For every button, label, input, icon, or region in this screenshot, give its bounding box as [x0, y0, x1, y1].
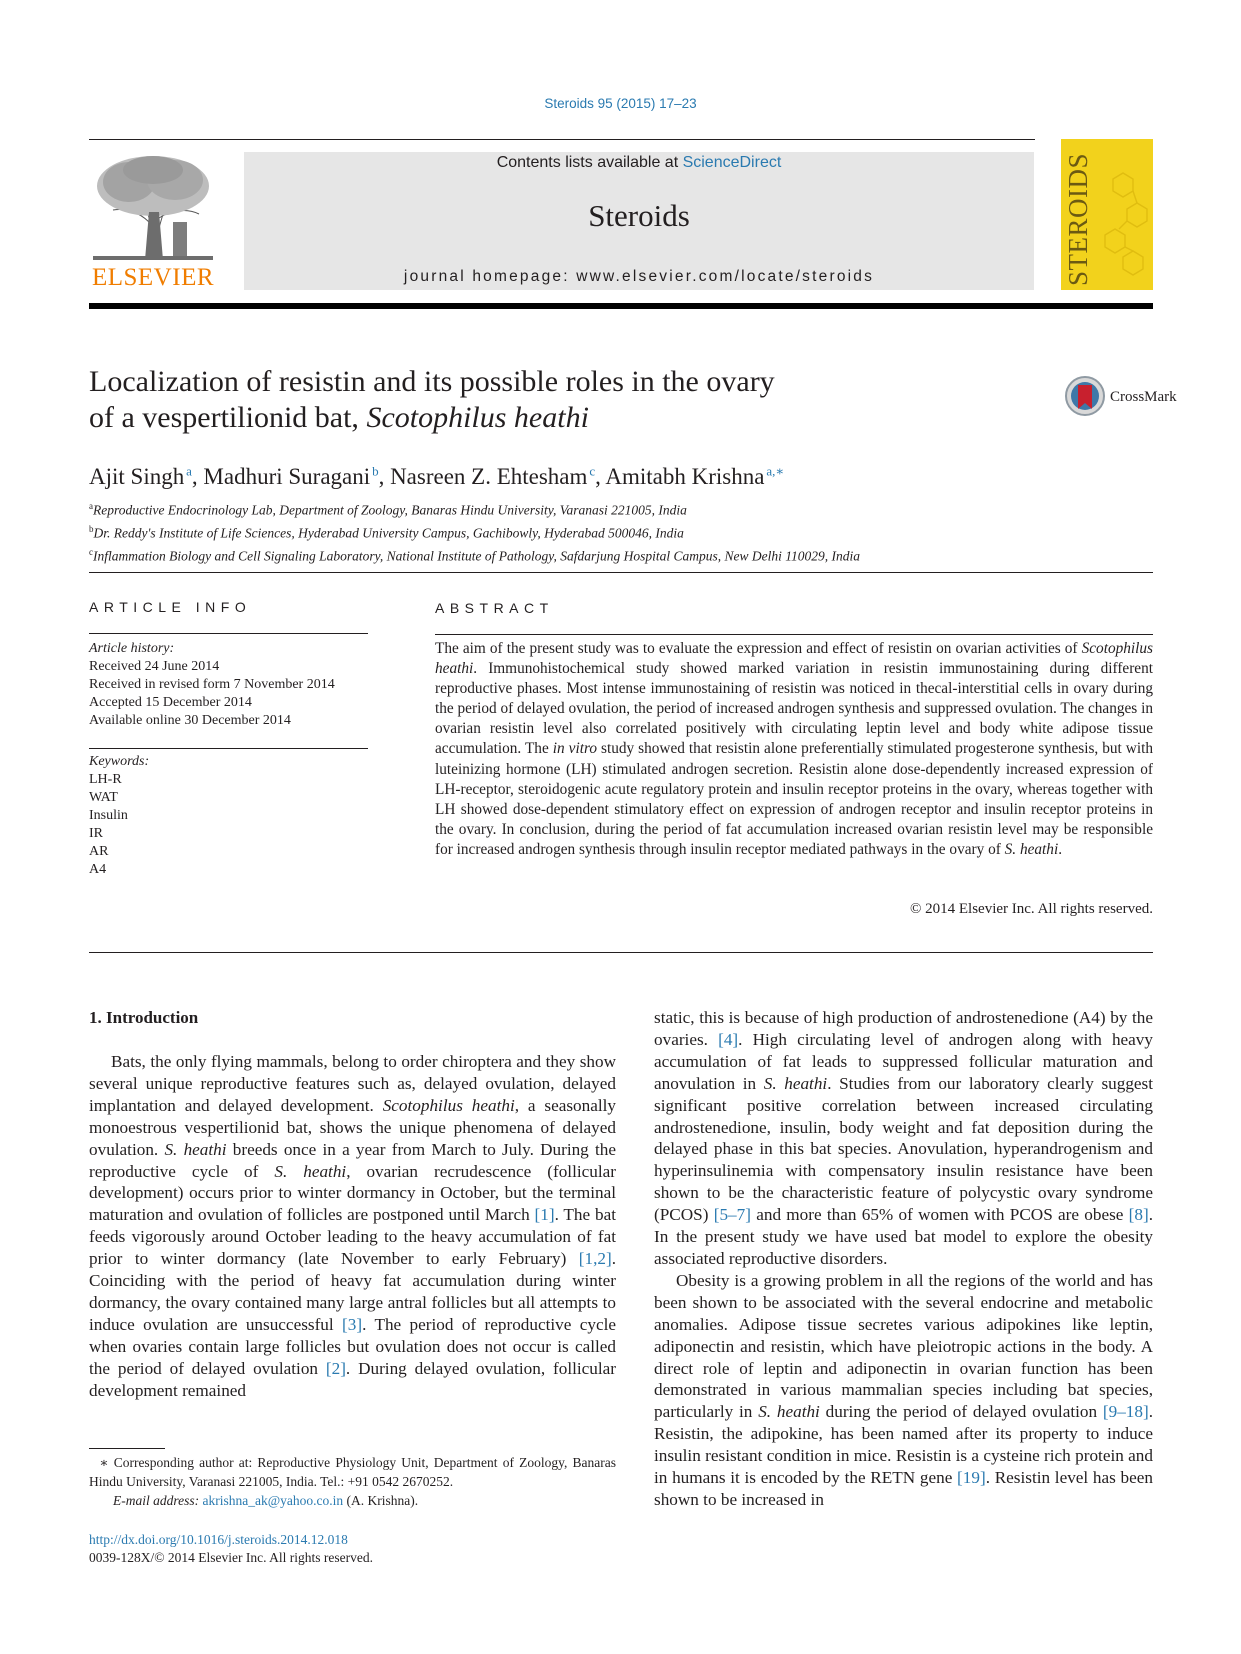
journal-cover	[1061, 139, 1153, 290]
divider	[89, 572, 1153, 573]
affiliation: $^a$Reproductive Endocrinology Lab, Department of Zoology, Banaras Hindu University, Varanasi 221005, India	[89, 501, 687, 518]
title-prefix: of a vespertilionid bat,	[89, 401, 367, 434]
citation-link[interactable]: [2]	[325, 1358, 346, 1378]
keyword: LH-R	[89, 772, 122, 787]
crossmark-label: CrossMark	[1110, 389, 1177, 405]
author: Ajit Singh $^a$,	[89, 463, 204, 489]
keyword: AR	[89, 844, 109, 859]
divider	[89, 633, 368, 634]
header-thick-rule	[89, 303, 1153, 309]
author-affiliation-link[interactable]: b	[372, 463, 379, 478]
article-title	[89, 364, 929, 436]
affiliation: $^b$Dr. Reddy's Institute of Life Sciences, Hyderabad University Campus, Gachibowly, Hyderabad 500046, India	[89, 524, 684, 541]
affiliations	[89, 497, 860, 566]
article-info-heading: ARTICLE INFO	[89, 599, 252, 615]
corresponding-author-footnote: ∗ Corresponding author at: Reproductive Physiology Unit, Department of Zoology, Banaras Hindu University, Varanasi 221005, India. Tel.: +91 0542 2670252. E-mail address: akrishna_ak@yahoo.co.in (A. Krishna).	[89, 1455, 616, 1508]
issn-line: 0039-128X/© 2014 Elsevier Inc. All rights reserved.	[89, 1550, 373, 1565]
crossmark-button[interactable]	[1064, 375, 1177, 417]
author-affiliation-link[interactable]: a	[186, 463, 192, 478]
abstract-copyright: © 2014 Elsevier Inc. All rights reserved.	[909, 901, 1153, 917]
cover-title: STEROIDS	[1063, 152, 1093, 286]
author-affiliation-link[interactable]: a,∗	[766, 463, 785, 478]
sciencedirect-link[interactable]: ScienceDirect	[682, 154, 782, 171]
keyword: Insulin	[89, 808, 128, 823]
author-list	[89, 456, 784, 492]
title-species: Scotophilus heathi	[366, 401, 589, 434]
author: Nasreen Z. Ehtesham $^c$,	[390, 463, 606, 489]
article-history	[89, 640, 335, 730]
journal-citation[interactable]: Steroids 95 (2015) 17–23	[544, 96, 697, 111]
divider	[89, 748, 368, 749]
author-affiliation-link[interactable]: c	[589, 463, 596, 478]
citation-link[interactable]: [8]	[1128, 1205, 1149, 1225]
affiliation: $^c$Inflammation Biology and Cell Signaling Laboratory, National Institute of Pathology, Safdarjung Hospital Campus, New Delhi 110029, India	[89, 547, 861, 564]
citation-link[interactable]: [9–18]	[1102, 1402, 1149, 1422]
journal-title: Steroids	[588, 198, 690, 233]
keyword: IR	[89, 826, 103, 841]
abstract-heading: ABSTRACT	[435, 600, 554, 616]
paragraph: Obesity is a growing problem in all the regions of the world and has been shown to be associated with the several endocrine and metabolic anomalies. Adipose tissue secretes various adipokines like leptin, adiponectin and resistin, which have pleiotropic actions in the body. A direct role of leptin and adiponectin in ovarian function has been demonstrated in various mammalian species including bat species, particularly in S. heathi during the period of delayed ovulation [9–18]. Resistin, the adipokine, has been named after its property to induce insulin resistant condition in mice. Resistin is a cysteine rich protein and in humans it is encoded by the RETN gene [19]. Resistin level has been shown to be increased in	[654, 1270, 1153, 1509]
body-column-left	[89, 1051, 616, 1402]
citation-link[interactable]: [1]	[534, 1205, 555, 1225]
footnote-rule	[89, 1448, 165, 1449]
history-item: Received 24 June 2014	[89, 659, 220, 674]
section-heading: 1. Introduction	[89, 1008, 199, 1027]
article-title-line-2	[89, 400, 929, 436]
journal-masthead	[244, 152, 1034, 290]
email-link[interactable]: akrishna_ak@yahoo.co.in	[202, 1493, 344, 1508]
keyword: WAT	[89, 790, 118, 805]
elsevier-logo	[89, 152, 217, 292]
citation-link[interactable]: [5–7]	[713, 1205, 751, 1225]
keyword: A4	[89, 862, 107, 877]
paragraph: static, this is because of high production of androstenedione (A4) by the ovaries. [4]. High circulating level of androgen along with heavy accumulation of fat leads to suppressed follicular maturation and anovulation in S. heathi. Studies from our laboratory clearly suggest significant positive correlation between increased circulating androstenedione, insulin, body weight and fat deposition during the delayed phase in this bat species. Anovulation, hyperandrogenism and hyperinsulinemia with compensatory insulin resistance have been shown to be the characteristic feature of polycystic ovary syndrome (PCOS) [5–7] and more than 65% of women with PCOS are obese [8]. In the present study we have used bat model to explore the obesity associated reproductive disorders.	[654, 1008, 1154, 1268]
header-rule	[89, 139, 1035, 140]
elsevier-wordmark: ELSEVIER	[91, 264, 215, 291]
crossmark-icon	[1064, 375, 1108, 417]
keywords-label: Keywords:	[89, 754, 150, 769]
journal-homepage[interactable]: journal homepage: www.elsevier.com/locate/steroids	[403, 268, 875, 285]
citation-link[interactable]: [3]	[342, 1314, 363, 1334]
history-item: Received in revised form 7 November 2014	[89, 677, 335, 692]
author: Madhuri Suragani $^b$,	[203, 463, 391, 489]
contents-line	[244, 152, 1034, 174]
history-item: Available online 30 December 2014	[89, 713, 291, 728]
doi-link[interactable]: http://dx.doi.org/10.1016/j.steroids.2014.12.018	[89, 1532, 348, 1547]
paragraph: Bats, the only flying mammals, belong to order chiroptera and they show several unique reproductive features such as, delayed ovulation, delayed implantation and delayed development. Scotophilus heathi, a seasonally monoestrous vespertilionid bat, shows the unique phenomena of delayed ovulation. S. heathi breeds once in a year from March to July. During the reproductive cycle of S. heathi, ovarian recrudescence (follicular development) occurs prior to winter dormancy in October, but the terminal maturation and ovulation of follicles are postponed until March [1]. The bat feeds vigorously around October leading to the heavy accumulation of fat prior to winter dormancy (late November to early February) [1,2]. Coinciding with the period of heavy fat accumulation during winter dormancy, the ovary contained many large antral follicles but all attempts to induce ovulation are unsuccessful [3]. The period of reproductive cycle when ovaries contain large follicles but ovulation does not occur is called the period of delayed ovulation [2]. During delayed ovulation, follicular development remained	[89, 1052, 617, 1400]
elsevier-tree-icon	[89, 152, 217, 264]
history-label: Article history:	[89, 641, 175, 656]
article-title-line-1: Localization of resistin and its possible roles in the ovary	[89, 365, 775, 398]
doi-block	[89, 1531, 373, 1567]
author: Amitabh Krishna $^{a,∗}$	[605, 463, 785, 489]
citation-link[interactable]: [4]	[718, 1029, 739, 1049]
divider	[89, 952, 1153, 953]
keywords	[89, 753, 149, 879]
citation-link[interactable]: [19]	[957, 1468, 986, 1488]
abstract-body: The aim of the present study was to evaluate the expression and effect of resistin on ovarian activities of Scotophilus heathi. Immunohistochemical study showed marked variation in resistin immunostaining during different reproductive phases. Most intense immunostaining of resistin was noticed in thecal-interstitial cells in ovary during the period of delayed ovulation, the period of increased androgen synthesis and suppressed ovulation. The changes in ovarian resistin level also correlated positively with circulating leptin level and body white adipose tissue accumulation. The in vitro study showed that resistin alone preferentially stimulated progesterone synthesis, but with luteinizing hormone (LH) stimulated androgen secretion. Resistin alone dose-dependently increased expression of LH-receptor, steroidogenic acute regulatory protein and insulin receptor proteins in the ovary, whereas together with LH showed dose-dependent stimulatory effect on expression of androgen receptor and insulin receptor proteins in the ovary. In conclusion, during the period of fat accumulation increased ovarian resistin level may be responsible for increased androgen synthesis through insulin receptor mediated pathways in the ovary of S. heathi.	[435, 640, 1153, 858]
body-column-right	[654, 1007, 1153, 1511]
citation-link[interactable]: [1,2]	[578, 1249, 612, 1269]
contents-prefix: Contents lists available at	[496, 154, 683, 171]
divider	[435, 634, 1153, 635]
history-item: Accepted 15 December 2014	[89, 695, 252, 710]
